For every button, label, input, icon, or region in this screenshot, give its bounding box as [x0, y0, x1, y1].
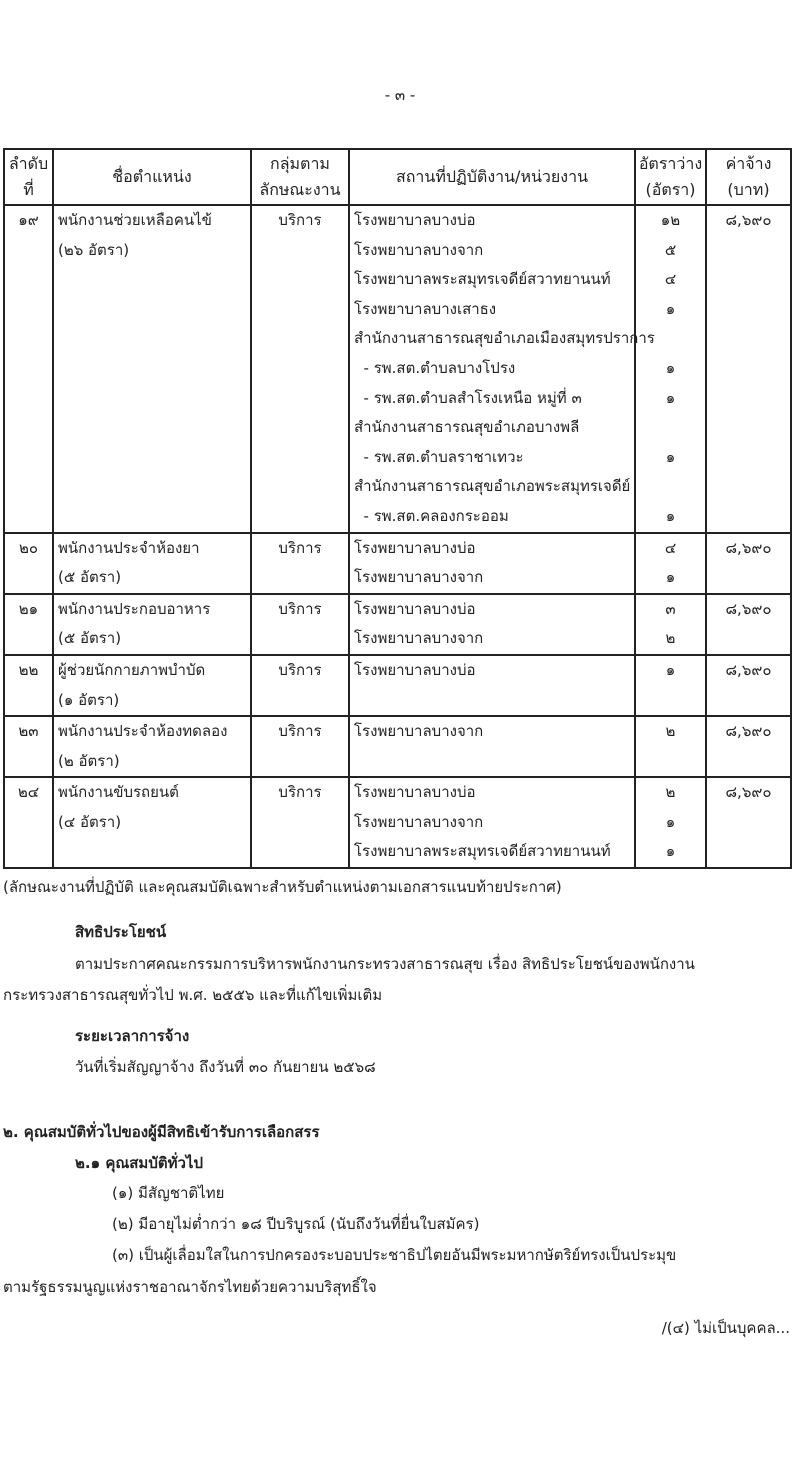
header-text: (อัตรา) — [645, 180, 696, 199]
table-row — [4, 716, 791, 777]
workplace-text: โรงพยาบาลบางบ่อ — [354, 211, 476, 229]
period-heading: ระยะเวลาการจ้าง — [75, 1027, 190, 1045]
wage-text: ๘,๖๙๐ — [725, 538, 772, 557]
job-group — [251, 716, 349, 777]
positions-count-text: (๒๖ อัตรา) — [58, 240, 130, 259]
wage-text: ๘,๖๙๐ — [725, 783, 772, 802]
vacancy-count-text: ๒ — [665, 722, 676, 741]
table-header-row — [4, 149, 791, 205]
wage-text: ๘,๖๙๐ — [725, 599, 772, 618]
row-number — [4, 716, 53, 777]
header-text: (บาท) — [727, 180, 770, 199]
position-name — [53, 533, 251, 594]
vacancy-count-text: ๑ — [665, 299, 676, 318]
section-heading: ๒. คุณสมบัติทั่วไปของผู้มีสิทธิเข้ารับการเลือกสรร — [3, 1123, 320, 1141]
vacancy-count-text: ๑ — [665, 660, 676, 679]
position-name — [53, 716, 251, 777]
continuation-text: /(๔) ไม่เป็นบุคคล... — [661, 1319, 790, 1337]
row-number-text: ๑๙ — [18, 211, 39, 229]
row-number-text: ๒๓ — [18, 722, 39, 741]
vacancy-count-text: ๑ — [665, 506, 676, 525]
row-number-text: ๒๒ — [18, 660, 39, 679]
vacancy-count-text: ๑ — [665, 447, 676, 466]
vacancy-count-text — [636, 472, 705, 502]
vacancy-count-text: ๑ — [665, 842, 676, 861]
header-text: ลำดับ — [8, 154, 49, 173]
vacancy-count-text: ๑ — [665, 388, 676, 407]
job-group — [251, 777, 349, 868]
workplace — [349, 205, 655, 533]
workplace-text: สำนักงานสาธารณสุขอำเภอพระสมุทรเจดีย์ — [354, 477, 631, 496]
vacancy-count — [635, 777, 706, 868]
row-number — [4, 205, 53, 533]
wage — [706, 533, 791, 594]
workplace — [349, 655, 635, 716]
vacancy-count-text: ๕ — [664, 240, 677, 259]
workplace-text: - รพ.สต.ตำบลสำโรงเหนือ หมู่ที่ ๓ — [354, 388, 582, 407]
position-name — [53, 777, 251, 868]
workplace — [349, 716, 635, 777]
job-group — [251, 533, 349, 594]
qualification-item: ตามรัฐธรรมนูญแห่งราชอาณาจักรไทยด้วยความบริสุทธิ์ใจ — [3, 1278, 377, 1296]
vacancy-count-text: ๒ — [665, 783, 676, 802]
positions-count-text: (๕ อัตรา) — [58, 629, 122, 648]
wage — [706, 594, 791, 655]
workplace-text: โรงพยาบาลพระสมุทรเจดีย์สวาทยานนท์ — [354, 842, 611, 861]
position-name-text: พนักงานประจำห้องทดลอง — [58, 722, 228, 741]
wage — [706, 655, 791, 716]
table-row — [4, 533, 791, 594]
vacancy-count-text: ๔ — [664, 270, 677, 289]
subsection-heading: ๒.๑ คุณสมบัติทั่วไป — [75, 1154, 203, 1172]
vacancy-count-text: ๓ — [665, 599, 676, 618]
positions-count-text: (๑ อัตรา) — [58, 690, 120, 709]
wage — [706, 716, 791, 777]
workplace-text: โรงพยาบาลบางเสาธง — [354, 299, 497, 318]
vacancy-count — [635, 716, 706, 777]
vacancy-count-text: ๑ — [665, 812, 676, 831]
workplace-text: โรงพยาบาลบางจาก — [354, 629, 484, 648]
vacancy-count-text: ๑๒ — [660, 211, 681, 229]
row-number — [4, 594, 53, 655]
position-name-text: พนักงานช่วยเหลือคนไข้ — [58, 211, 212, 229]
row-number-text: ๒๐ — [18, 538, 39, 557]
table-note: (ลักษณะงานที่ปฏิบัติ และคุณสมบัติเฉพาะสำหรับตำแหน่งตามเอกสารแนบท้ายประกาศ) — [3, 878, 562, 896]
table-row — [4, 594, 791, 655]
position-name — [53, 655, 251, 716]
workplace-text: โรงพยาบาลบางบ่อ — [354, 599, 476, 618]
vacancy-count — [635, 655, 706, 716]
vacancy-count-text — [636, 413, 705, 443]
row-number — [4, 655, 53, 716]
row-number-text: ๒๑ — [18, 599, 39, 618]
workplace-text: สำนักงานสาธารณสุขอำเภอเมืองสมุทรปราการ — [354, 329, 655, 348]
wage-text: ๘,๖๙๐ — [725, 211, 772, 229]
header-place: สถานที่ปฏิบัติงาน/หน่วยงาน — [349, 149, 635, 205]
vacancy-count — [635, 533, 706, 594]
row-number — [4, 777, 53, 868]
workplace-text: โรงพยาบาลบางบ่อ — [354, 660, 476, 679]
job-group — [251, 655, 349, 716]
benefits-text: ตามประกาศคณะกรรมการบริหารพนักงานกระทรวงสาธารณสุข เรื่อง สิทธิประโยชน์ของพนักงาน — [75, 955, 695, 973]
workplace — [349, 777, 635, 868]
header-wage — [706, 149, 791, 205]
vacancy-count-text: ๒ — [665, 629, 676, 648]
workplace-text: โรงพยาบาลพระสมุทรเจดีย์สวาทยานนท์ — [354, 270, 611, 289]
qualification-item: (๑) มีสัญชาติไทย — [112, 1184, 225, 1202]
qualification-item: (๒) มีอายุไม่ต่ำกว่า ๑๘ ปีบริบูรณ์ (นับถึงวันที่ยื่นใบสมัคร) — [112, 1215, 480, 1233]
position-name — [53, 205, 251, 533]
header-vacancy — [635, 149, 706, 205]
header-text: ที่ — [23, 180, 34, 199]
wage — [706, 205, 791, 533]
workplace-text: - รพ.สต.คลองกระออม — [354, 506, 509, 525]
position-name-text: ผู้ช่วยนักกายภาพบำบัด — [58, 660, 206, 679]
row-number — [4, 533, 53, 594]
job-group-text: บริการ — [278, 538, 322, 557]
position-name-text: พนักงานประกอบอาหาร — [58, 599, 211, 618]
workplace-text: - รพ.สต.ตำบลบางโปรง — [354, 358, 516, 377]
job-group — [251, 205, 349, 533]
benefits-heading: สิทธิประโยชน์ — [75, 923, 167, 941]
header-position: ชื่อตำแหน่ง — [53, 149, 251, 205]
vacancy-count — [635, 594, 706, 655]
row-number-text: ๒๔ — [17, 783, 40, 802]
header-text: ลักษณะงาน — [259, 180, 341, 199]
job-group-text: บริการ — [278, 599, 322, 618]
page-number: - ๓ - — [384, 86, 416, 104]
workplace — [349, 533, 635, 594]
position-name-text: พนักงานขับรถยนต์ — [58, 783, 179, 802]
workplace-text: โรงพยาบาลบางจาก — [354, 568, 484, 587]
header-text: อัตราว่าง — [638, 154, 703, 173]
vacancy-count-text: ๑ — [665, 568, 676, 587]
job-group-text: บริการ — [278, 722, 322, 741]
vacancy-count-text: ๔ — [664, 538, 677, 557]
job-group-text: บริการ — [278, 660, 322, 679]
workplace-text: โรงพยาบาลบางจาก — [354, 812, 484, 831]
table-row — [4, 205, 791, 533]
wage-text: ๘,๖๙๐ — [725, 722, 772, 741]
period-text: วันที่เริ่มสัญญาจ้าง ถึงวันที่ ๓๐ กันยายน ๒๕๖๘ — [75, 1058, 376, 1076]
benefits-text: กระทรวงสาธารณสุขทั่วไป พ.ศ. ๒๕๕๖ และที่แก้ไขเพิ่มเติม — [3, 986, 383, 1004]
job-group — [251, 594, 349, 655]
table-row — [4, 655, 791, 716]
vacancy-table — [3, 148, 792, 869]
table-row — [4, 777, 791, 868]
positions-count-text: (๒ อัตรา) — [58, 751, 120, 770]
workplace-text: โรงพยาบาลบางบ่อ — [354, 783, 476, 802]
position-name — [53, 594, 251, 655]
workplace-text: โรงพยาบาลบางจาก — [354, 722, 484, 741]
positions-count-text: (๔ อัตรา) — [58, 812, 122, 831]
vacancy-count — [635, 205, 706, 533]
workplace-text: โรงพยาบาลบางจาก — [354, 240, 484, 259]
position-name-text: พนักงานประจำห้องยา — [58, 538, 200, 557]
workplace — [349, 594, 635, 655]
wage — [706, 777, 791, 868]
job-group-text: บริการ — [278, 783, 322, 802]
vacancy-count-text: ๑ — [665, 358, 676, 377]
workplace-text: โรงพยาบาลบางบ่อ — [354, 538, 476, 557]
positions-count-text: (๕ อัตรา) — [58, 568, 122, 587]
header-no — [4, 149, 53, 205]
header-group — [251, 149, 349, 205]
workplace-text: - รพ.สต.ตำบลราชาเทวะ — [354, 447, 524, 466]
qualification-item: (๓) เป็นผู้เลื่อมใสในการปกครองระบอบประชาธิปไตยอันมีพระมหากษัตริย์ทรงเป็นประมุข — [112, 1246, 677, 1264]
wage-text: ๘,๖๙๐ — [725, 660, 772, 679]
workplace-text: สำนักงานสาธารณสุขอำเภอบางพลี — [354, 418, 580, 437]
header-text: กลุ่มตาม — [270, 154, 330, 173]
job-group-text: บริการ — [278, 211, 322, 229]
header-text: ค่าจ้าง — [725, 154, 772, 173]
